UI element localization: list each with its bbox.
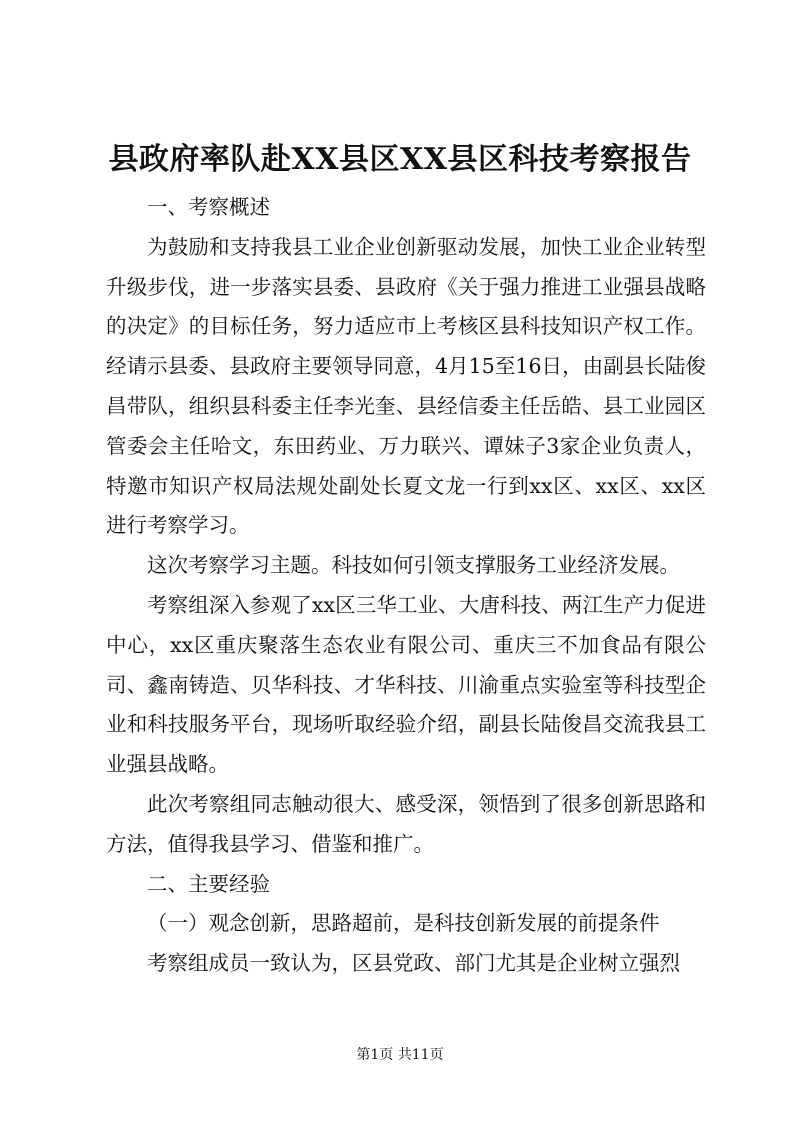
page-indicator: 第1页 共11页: [356, 1047, 444, 1063]
paragraph-theme: 这次考察学习主题。科技如何引领支撑服务工业经济发展。: [147, 553, 680, 578]
subsection-heading-1: （一）观念创新，思路超前，是科技创新发展的前提条件: [147, 911, 660, 936]
document-body: [106, 188, 706, 984]
paragraph-visits: 考察组深入参观了xx区三华工业、大唐科技、两江生产力促进中心，xx区重庆聚落生态农业有限公司、重庆三不加食品有限公司、鑫南铸造、贝华科技、才华科技、川渝重点实验室等科技型企业和科技服务平台，现场听取经验介绍，副县长陆俊昌交流我县工业强县战略。: [106, 592, 706, 777]
section-heading-overview: 一、考察概述: [147, 195, 270, 219]
paragraph-consensus: 考察组成员一致认为，区县党政、部门尤其是企业树立强烈: [147, 951, 680, 976]
paragraph-background: 为鼓励和支持我县工业企业创新驱动发展，加快工业企业转型升级步伐，进一步落实县委、县政府《关于强力推进工业强县战略的决定》的目标任务，努力适应市上考核区县科技知识产权工作。经请示县委、县政府主要领导同意，4月15至16日，由副县长陆俊昌带队，组织县科委主任李光奎、县经信委主任岳皓、县工业园区管委会主任哈文，东田药业、万力联兴、谭妹子3家企业负责人，特邀市知识产权局法规处副处长夏文龙一行到xx区、xx区、xx区进行考察学习。: [106, 234, 706, 538]
paragraph-impressions: 此次考察组同志触动很大、感受深，领悟到了很多创新思路和方法，值得我县学习、借鉴和推广。: [106, 791, 706, 856]
document-title: 县政府率队赴XX县区XX县区科技考察报告: [108, 142, 692, 177]
section-heading-experience: 二、主要经验: [147, 871, 270, 896]
